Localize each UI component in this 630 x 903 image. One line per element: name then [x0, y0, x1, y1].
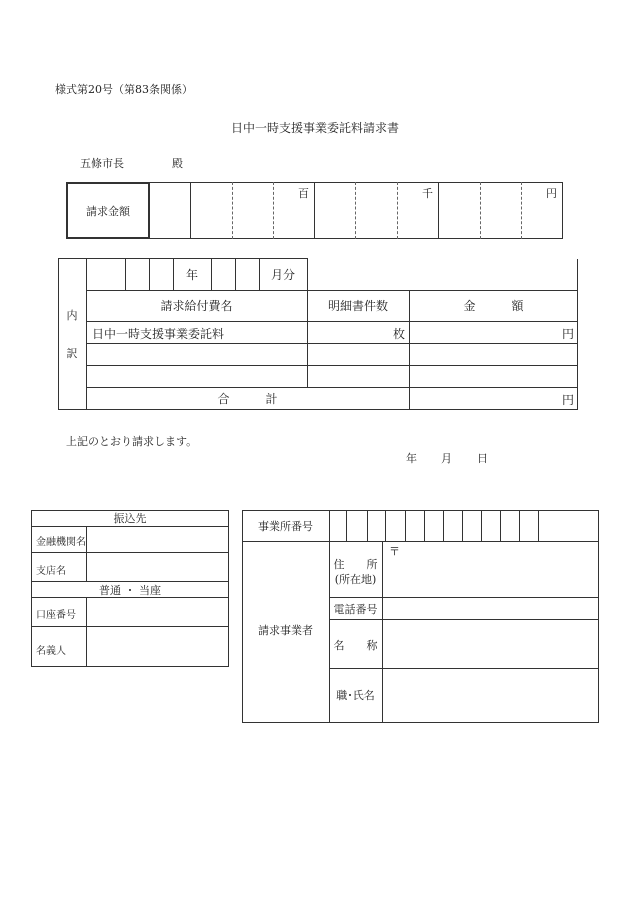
transfer-col — [86, 526, 87, 581]
year-row-end — [307, 258, 308, 290]
holder-label: 名義人 — [36, 646, 66, 657]
mask — [307, 258, 578, 259]
account-type: 普通 ・ 当座 — [99, 583, 161, 597]
year-cell-line — [149, 258, 150, 290]
amount-label: 請求金額 — [86, 204, 130, 218]
row-line — [86, 321, 578, 322]
transfer-line — [31, 626, 229, 627]
claimant-label: 請求事業者 — [258, 624, 313, 637]
unit-yen: 円 — [546, 187, 557, 200]
address-label-sub: (所在地) — [334, 573, 377, 586]
transfer-line — [31, 526, 229, 527]
side-label-uchi: 内 — [66, 309, 78, 322]
document-title: 日中一時支援事業委託料請求書 — [230, 121, 399, 135]
addressee: 五條市長 — [80, 157, 124, 170]
header-amount: 金 額 — [463, 299, 524, 313]
account-no-label: 口座番号 — [36, 610, 76, 621]
header-item-name: 請求給付費名 — [160, 299, 233, 313]
year-cell-line — [125, 258, 126, 290]
digit-dash — [273, 182, 274, 239]
title-name-label: 職･氏名 — [336, 689, 375, 702]
row-item-name: 日中一時支援事業委託料 — [92, 327, 225, 341]
unit-sen: 千 — [422, 187, 433, 200]
year-label: 年 — [185, 267, 198, 282]
digit-dash — [480, 182, 481, 239]
honorific: 殿 — [172, 157, 183, 170]
date-month: 月 — [441, 452, 452, 465]
business-line — [329, 668, 599, 669]
request-statement: 上記のとおり請求します。 — [66, 435, 198, 448]
digit-dash — [397, 182, 398, 239]
office-digit-line — [385, 510, 386, 541]
office-digit-line — [519, 510, 520, 541]
postal-mark: 〒 — [389, 545, 400, 558]
row-line — [86, 365, 578, 366]
business-line — [329, 619, 599, 620]
header-count: 明細書件数 — [327, 299, 388, 313]
digit-dash — [521, 182, 522, 239]
row-amount-unit: 円 — [562, 327, 575, 341]
amount-label-cell — [66, 182, 150, 239]
office-digit-line — [424, 510, 425, 541]
transfer-line — [31, 552, 229, 553]
office-digit-line — [481, 510, 482, 541]
transfer-col — [86, 597, 87, 667]
office-digit-line — [367, 510, 368, 541]
branch-label: 支店名 — [36, 566, 66, 577]
bank-label: 金融機関名 — [36, 537, 86, 548]
side-label-wake: 訳 — [66, 347, 78, 360]
name-label: 名 称 — [333, 639, 378, 652]
office-digit-line — [462, 510, 463, 541]
row-line — [86, 343, 578, 344]
office-digit-line — [346, 510, 347, 541]
office-digit-line — [405, 510, 406, 541]
digit-dash — [232, 182, 233, 239]
month-cell-line — [211, 258, 212, 290]
digit-separator — [190, 182, 191, 239]
form-number: 様式第20号（第83条関係） — [55, 83, 193, 96]
date-year: 年 — [406, 452, 417, 465]
unit-hyaku: 百 — [298, 187, 309, 200]
business-line — [242, 541, 599, 542]
row-count-unit: 枚 — [393, 327, 406, 341]
address-label: 住 所 — [333, 558, 378, 571]
total-label: 合 計 — [217, 392, 278, 406]
date-day: 日 — [477, 452, 488, 465]
office-digit-line — [538, 510, 539, 541]
office-no-label: 事業所番号 — [258, 519, 313, 533]
phone-label: 電話番号 — [333, 602, 378, 616]
month-label: 月分 — [270, 267, 295, 282]
digit-separator — [438, 182, 439, 239]
office-digit-line — [443, 510, 444, 541]
digit-separator — [314, 182, 315, 239]
business-col — [382, 541, 383, 723]
month-cell-line — [235, 258, 236, 290]
office-digit-line — [500, 510, 501, 541]
digit-dash — [355, 182, 356, 239]
transfer-title: 振込先 — [113, 512, 147, 525]
total-unit: 円 — [562, 393, 575, 407]
